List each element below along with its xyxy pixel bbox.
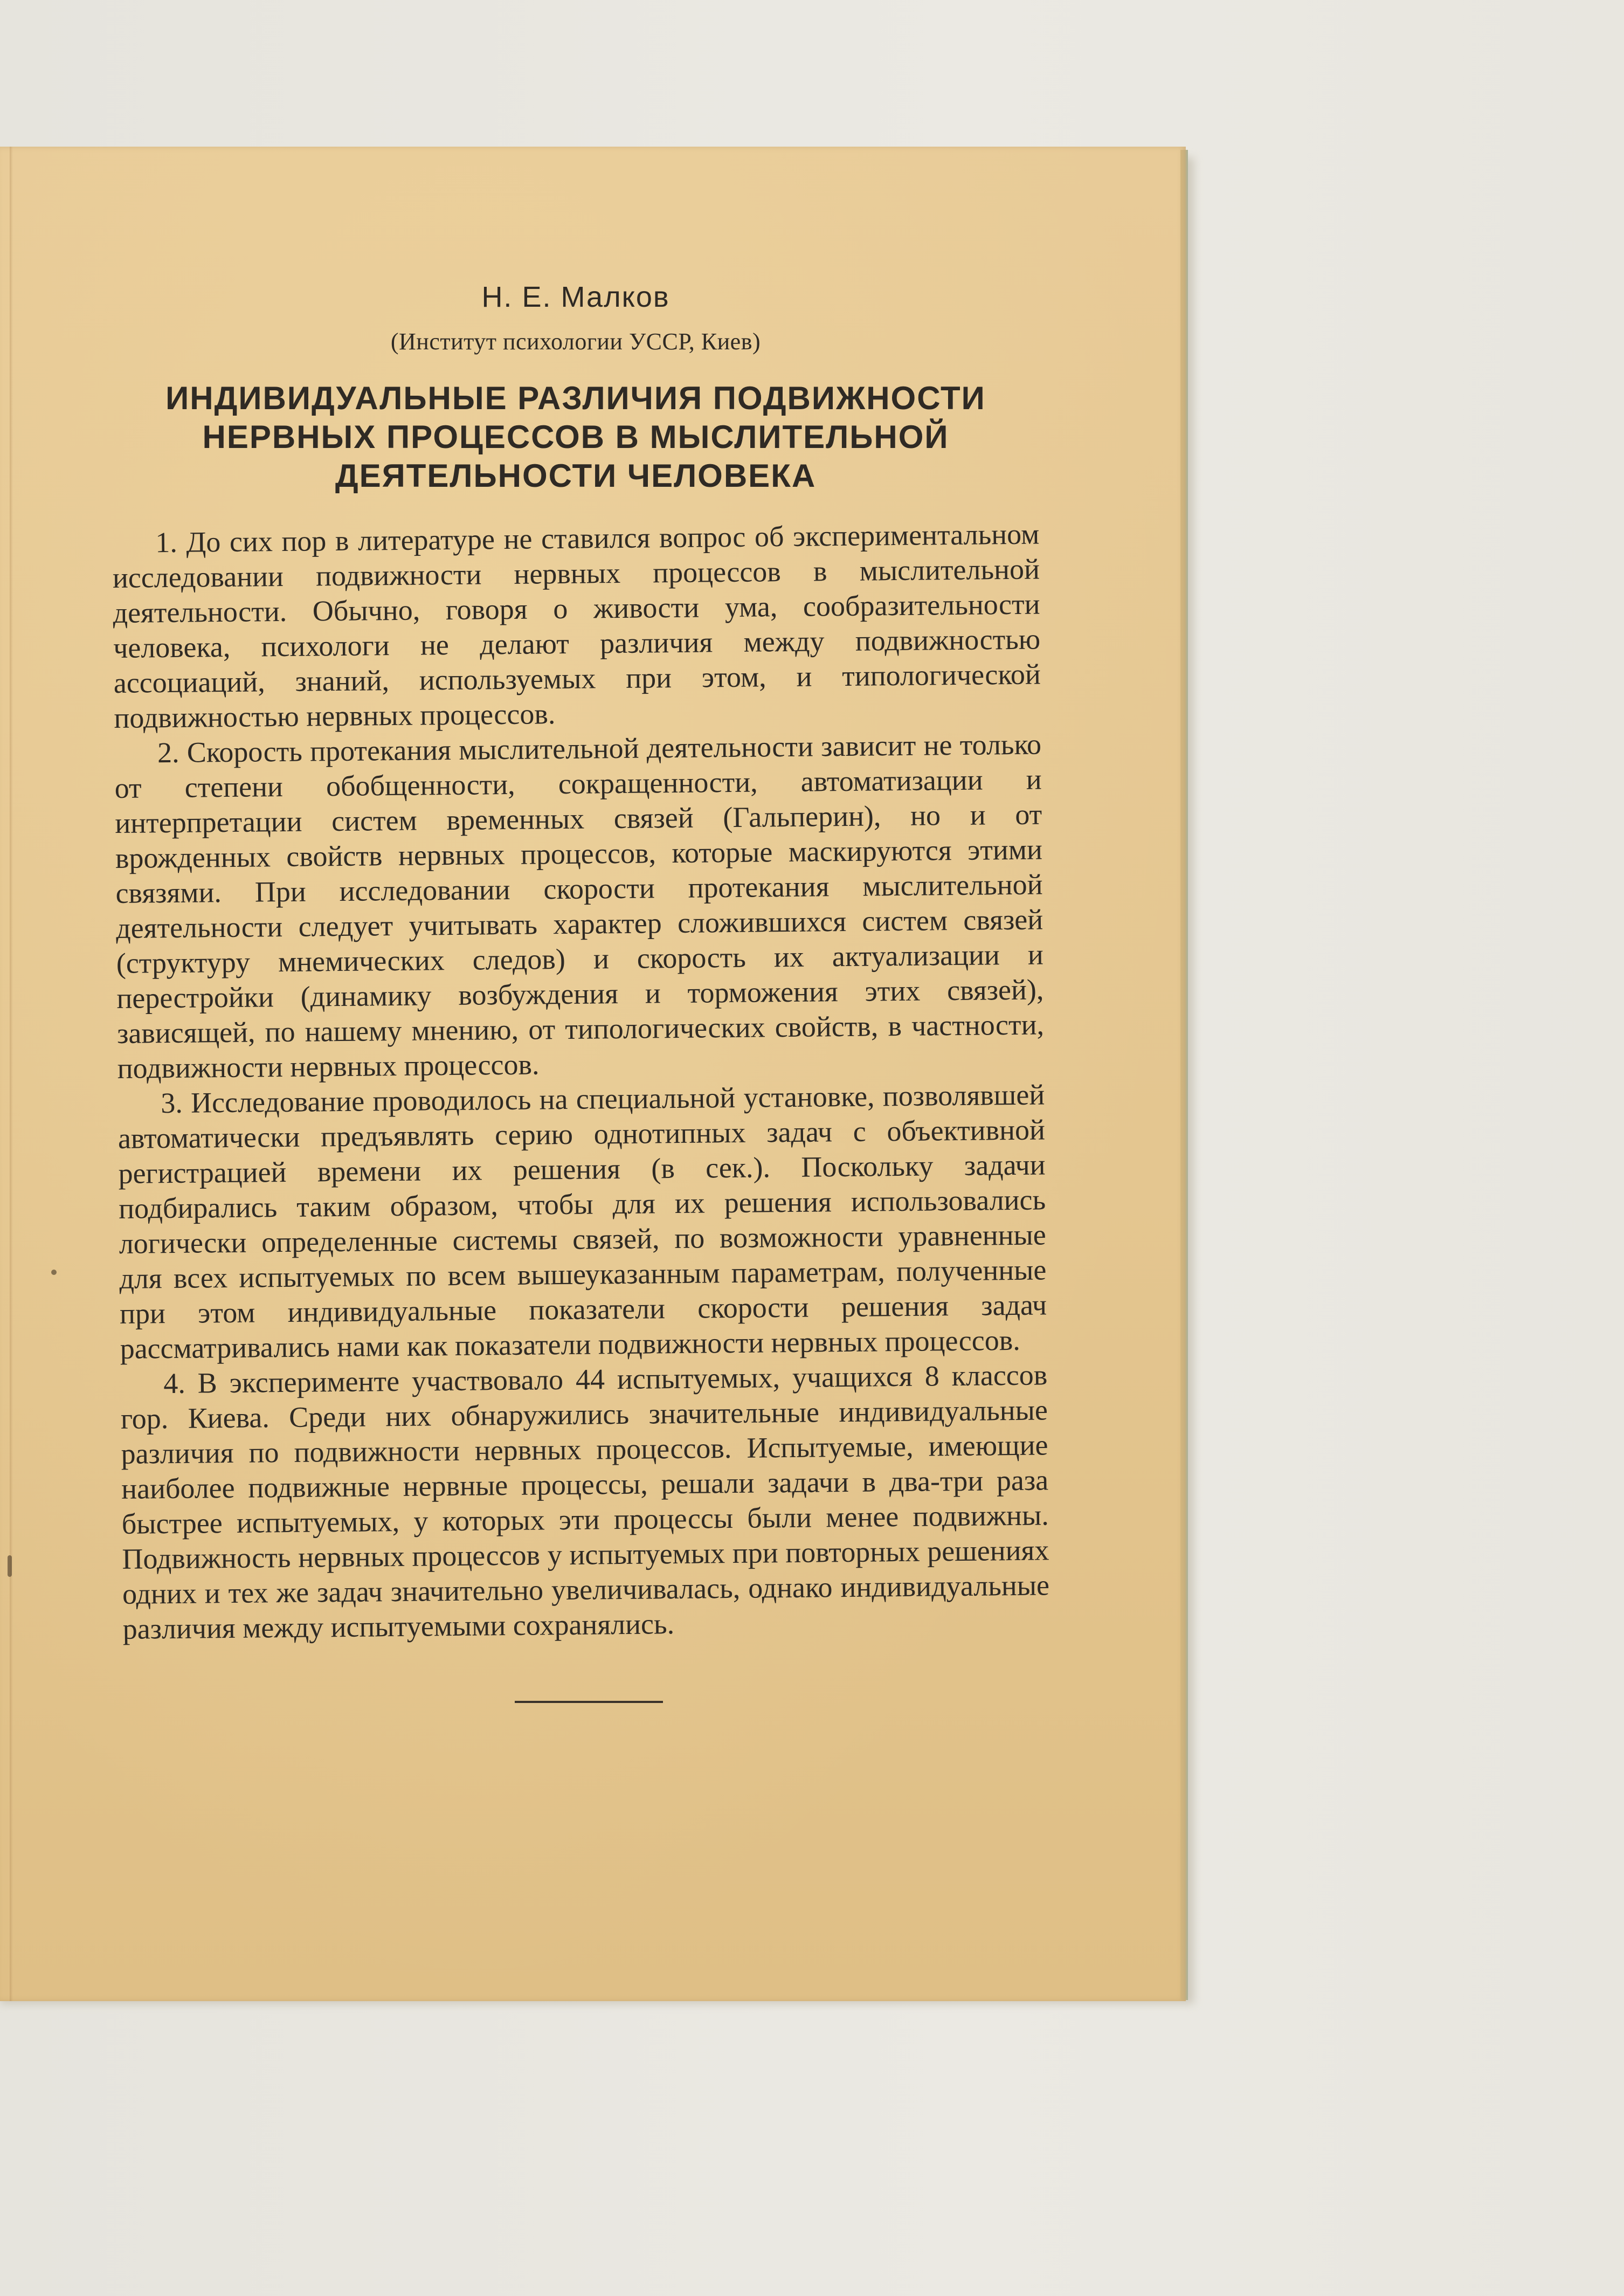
article-body <box>112 516 1050 1646</box>
paragraph-3: 3. Исследование проводилось на специальной установке, позволявшей автоматически предъявлять серию однотипных задач с объективной регистрацией времени их решения (в сек.). Поскольку задачи подбирались таким образом, чтобы для их решения использовались логически определенные системы связей, по возможности уравненные для всех испытуемых по всем вышеуказанным параметрам, полученные при этом индивидуальные показатели скорости решения задач рассматривались нами как показатели подвижности нервных процессов. <box>118 1078 1047 1365</box>
speck-mark <box>51 1270 57 1275</box>
title-line: ДЕЯТЕЛЬНОСТИ ЧЕЛОВЕКА <box>335 458 817 494</box>
binding-edge <box>10 147 13 2001</box>
paragraph-4: 4. В эксперименте участвовало 44 испытуемых, учащихся 8 классов гор. Киева. Среди них обнаружились значительные индивидуальные различия по подвижности нервных процессов. Испытуемые, имеющие наиболее подвижные нервные процессы, решали задачи в два-три раза быстрее испытуемых, у которых эти процессы были менее подвижны. Подвижность нервных процессов у испытуемых при повторных решениях одних и тех же задач значительно увеличивалась, однако индивидуальные различия между испытуемыми сохранялись. <box>120 1359 1050 1645</box>
title-line: ИНДИВИДУАЛЬНЫЕ РАЗЛИЧИЯ ПОДВИЖНОСТИ <box>165 380 986 416</box>
title-line: НЕРВНЫХ ПРОЦЕССОВ В МЫСЛИТЕЛЬНОЙ <box>202 419 949 455</box>
paragraph-2: 2. Скорость протекания мыслительной деятельности зависит не только от степени обобщенности, сокращенности, автоматизации и интерпретации систем временных связей (Гальперин), но и от врожденных свойств нервных процессов, которые маскируются этими связями. При исследовании скорости протекания мыслительной деятельности следует учитывать характер сложившихся систем связей (структуру мнемических следов) и скорость их актуализации и перестройки (динамику возбуждения и торможения этих связей), зависящей, по нашему мнению, от типологических свойств, в частности, подвижности нервных процессов. <box>114 728 1045 1085</box>
author-affiliation: (Институт психологии УССР, Киев) <box>390 328 761 355</box>
article <box>112 280 1050 1647</box>
end-rule <box>515 1701 663 1703</box>
paragraph-1: 1. До сих пор в литературе не ставился вопрос об экспериментальном исследовании подвижности нервных процессов в мыслительной деятельности. Обычно, говоря о живости ума, сообразительности человека, психологи не делают различия между подвижностью ассоциаций, знаний, используемых при этом, и типологической подвижностью нервных процессов. <box>112 518 1041 734</box>
author-name: Н. Е. Малков <box>481 281 670 313</box>
article-title <box>112 379 1039 495</box>
staple-mark <box>8 1555 12 1577</box>
page-edge <box>1180 150 1188 2000</box>
